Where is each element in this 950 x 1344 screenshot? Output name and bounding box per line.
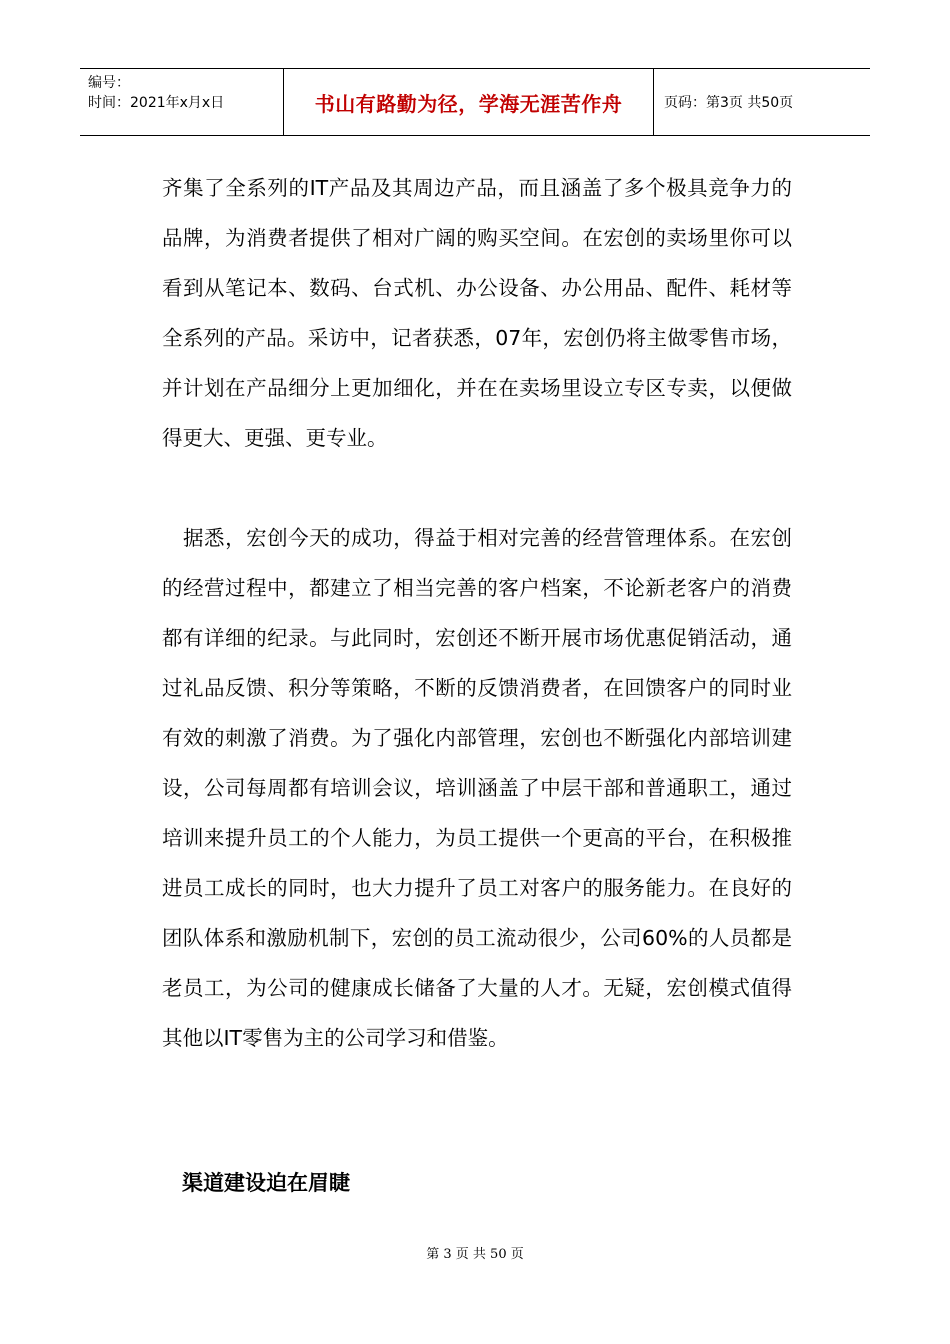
- header-page-info: 页码：第3页 共50页: [664, 95, 794, 111]
- paragraph-spacer: [162, 463, 792, 513]
- header-meta-cell: [80, 69, 284, 135]
- page-footer: 第 3 页 共 50 页: [426, 1247, 524, 1262]
- header-motto-cell: [284, 69, 654, 135]
- body-paragraph-1: 齐集了全系列的IT产品及其周边产品，而且涵盖了多个极具竞争力的品牌，为消费者提供了相对广阔的购买空间。在宏创的卖场里你可以看到从笔记本、数码、台式机、办公设备、办公用品、配件、耗材等全系列的产品。采访中，记者获悉，07年，宏创仍将主做零售市场，并计划在产品细分上更加细化，并在在卖场里设立专区专卖，以便做得更大、更强、更专业。: [162, 176, 792, 450]
- document-body: [162, 163, 792, 1063]
- section-heading: 渠道建设迫在眉睫: [182, 1171, 350, 1195]
- document-time-label: 时间：2021年x月x日: [88, 95, 225, 111]
- document-number-label: 编号：: [88, 75, 130, 91]
- body-paragraph-2: [162, 513, 792, 1063]
- body-paragraph-2-text: 据悉，宏创今天的成功，得益于相对完善的经营管理体系。在宏创的经营过程中，都建立了相当完善的客户档案，不论新老客户的消费都有详细的纪录。与此同时，宏创还不断开展市场优惠促销活动，通过礼品反馈、积分等策略，不断的反馈消费者，在回馈客户的同时业有效的刺激了消费。为了强化内部管理，宏创也不断强化内部培训建设，公司每周都有培训会议，培训涵盖了中层干部和普通职工，通过培训来提升员工的个人能力，为员工提供一个更高的平台，在积极推进员工成长的同时，也大力提升了员工对客户的服务能力。在良好的团队体系和激励机制下，宏创的员工流动很少，公司60%的人员都是老员工，为公司的健康成长储备了大量的人才。无疑，宏创模式值得其他以IT零售为主的公司学习和借鉴。: [162, 526, 793, 1050]
- page-header: [80, 68, 870, 136]
- header-motto: 书山有路勤为径，学海无涯苦作舟: [314, 91, 623, 116]
- header-page-cell: [654, 69, 870, 135]
